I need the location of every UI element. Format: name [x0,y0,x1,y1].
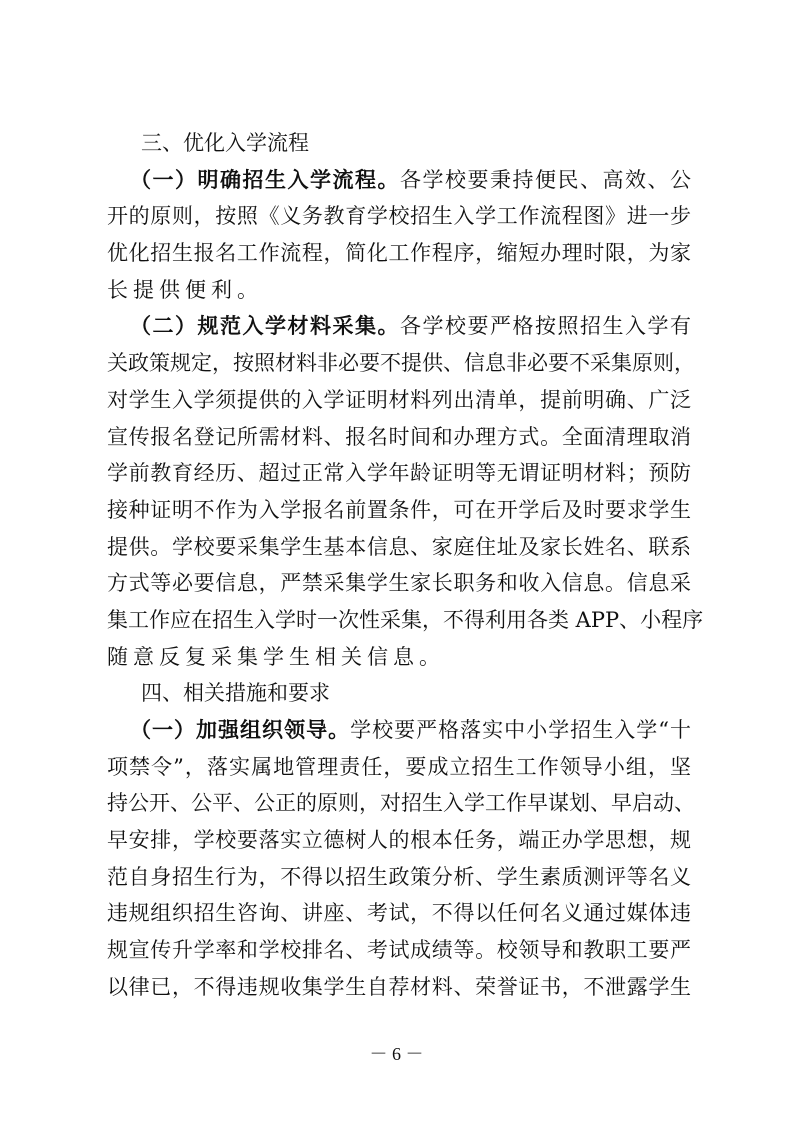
line-text: 集工作应在招生入学时一次性采集，不得利用各类 APP、小程序 [107,607,704,632]
paragraph-line [107,162,691,199]
paragraph-line [107,565,691,602]
paragraph-line [107,969,691,1006]
line-text: 长提供便利。 [107,277,263,302]
paragraph-line [107,235,691,272]
line-text: 早安排，学校要落实立德树人的根本任务，端正办学思想，规 [107,828,691,853]
paragraph-line [107,308,691,345]
line-text: 接种证明不作为入学报名前置条件，可在开学后及时要求学生 [107,497,691,522]
line-text: 学校要严格落实中小学招生入学“十 [350,718,691,742]
line-text: 持公开、公平、公正的原则，对招生入学工作早谋划、早启动、 [107,791,695,816]
line-text: 优化招生报名工作流程，简化工作程序，缩短办理时限，为家 [107,241,691,266]
paragraph-line [107,932,691,969]
line-text: 项禁令”，落实属地管理责任，要成立招生工作领导小组，坚 [107,754,691,779]
paragraph-line [107,749,691,786]
paragraph-line [107,345,695,382]
line-text: 各学校要严格按照招生入学有 [400,314,691,339]
line-text: 关政策规定，按照材料非必要不提供、信息非必要不采集原则， [107,351,695,376]
paragraph-line [107,822,691,859]
paragraph-line [107,198,691,235]
line-text: 对学生入学须提供的入学证明材料列出清单，提前明确、广泛 [107,387,691,412]
section-heading [107,125,691,162]
paragraph-lead: （二）规范入学材料采集。 [130,314,400,339]
line-text: 四、相关措施和要求 [141,681,330,706]
line-text: 规宣传升学率和学校排名、考试成绩等。校领导和教职工要严 [107,938,691,963]
paragraph-line [107,712,691,749]
paragraph-line [107,272,691,309]
line-text: 方式等必要信息，严禁采集学生家长职务和收入信息。信息采 [107,571,691,596]
paragraph-line [107,602,704,639]
line-text: 提供。学校要采集学生基本信息、家庭住址及家长姓名、联系 [107,534,691,559]
line-text: 三、优化入学流程 [141,131,309,155]
paragraph-line [107,895,691,932]
paragraph-line [107,859,691,896]
paragraph-line [107,492,691,529]
line-text: 开的原则，按照《义务教育学校招生入学工作流程图》进一步 [107,204,691,229]
line-text: 宣传报名登记所需材料、报名时间和办理方式。全面清理取消 [107,424,691,449]
paragraph-line [107,529,691,566]
paragraph-line [107,639,691,676]
section-heading [107,675,691,712]
paragraph-lead: （一）加强组织领导。 [130,718,351,742]
line-text: 各学校要秉持便民、高效、公 [400,167,691,192]
paragraph-line [107,455,691,492]
paragraph-lead: （一）明确招生入学流程。 [130,167,400,192]
document-body [107,125,704,1006]
line-text: 随意反复采集学生相关信息。 [107,644,445,669]
line-text: 学前教育经历、超过正常入学年龄证明等无谓证明材料；预防 [107,461,691,486]
paragraph-line [107,419,691,456]
paragraph-line [107,785,695,822]
line-text: 范自身招生行为，不得以招生政策分析、学生素质测评等名义 [107,864,691,889]
paragraph-line [107,382,691,419]
line-text: 以律已，不得违规收集学生自荐材料、荣誉证书，不泄露学生 [107,974,691,999]
line-text: 违规组织招生咨询、讲座、考试，不得以任何名义通过媒体违 [107,901,691,926]
page-number: － 6 － [369,1044,424,1064]
